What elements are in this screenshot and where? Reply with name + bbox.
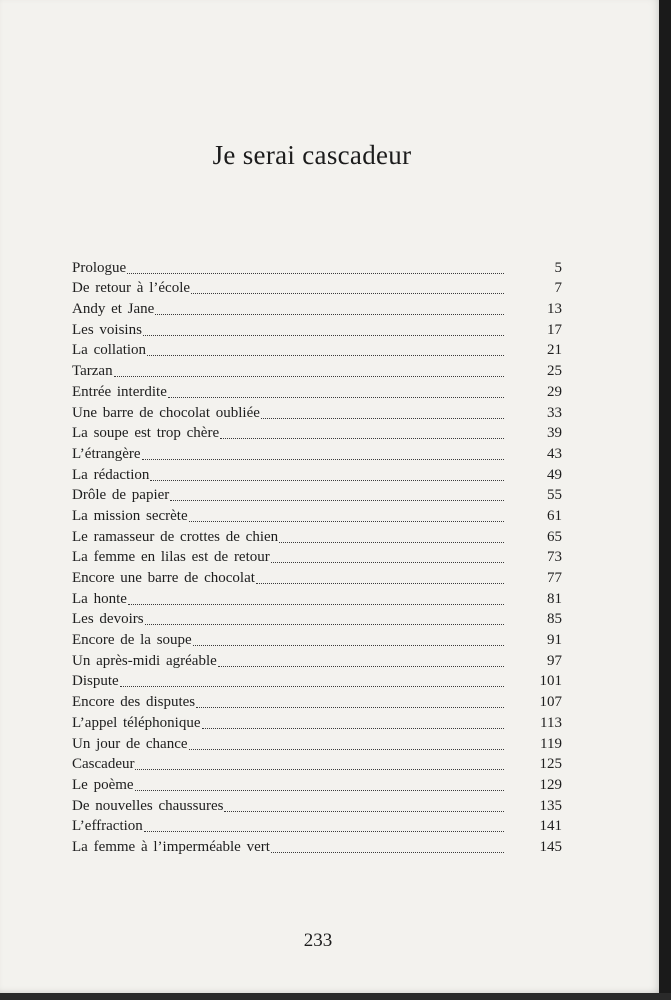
toc-entry	[72, 794, 562, 815]
toc-entry	[72, 297, 562, 318]
toc-entry-title: L’effraction	[72, 818, 143, 835]
toc-entry-page: 13	[547, 301, 562, 318]
toc-entry	[72, 359, 562, 380]
toc-entry	[72, 732, 562, 753]
dot-leader	[150, 470, 504, 481]
toc-entry-title: Le ramasseur de crottes de chien	[72, 528, 279, 545]
toc-entry-title: Les devoirs	[72, 611, 144, 628]
dot-leader	[170, 490, 504, 501]
toc-entry-page: 7	[554, 280, 562, 297]
toc-entry-page: 101	[539, 673, 562, 690]
dot-leader	[143, 325, 504, 336]
toc-entry-page: 135	[539, 797, 562, 814]
toc-entry	[72, 422, 562, 443]
toc-entry	[72, 835, 562, 856]
dot-leader	[155, 304, 504, 315]
toc-entry	[72, 773, 562, 794]
dot-leader	[279, 532, 504, 543]
toc-entry-title: La collation	[72, 342, 147, 359]
toc-entry-title: Un jour de chance	[72, 735, 188, 752]
toc-entry-page: 55	[547, 487, 562, 504]
toc-entry-title: La rédaction	[72, 466, 150, 483]
toc-entry-page: 77	[547, 570, 562, 586]
toc-entry-page: 49	[547, 466, 562, 483]
toc-entry-title: Encore une barre de chocolat	[72, 570, 255, 586]
toc-entry-title: La mission secrète	[72, 507, 188, 524]
toc-entry-page: 61	[547, 507, 562, 524]
toc-entry	[72, 277, 562, 298]
toc-entry-page: 81	[547, 590, 562, 607]
toc-entry-page: 25	[547, 363, 562, 380]
toc-entry	[72, 318, 562, 339]
dot-leader	[191, 283, 504, 294]
dot-leader	[127, 263, 504, 274]
toc-entry-title: L’étrangère	[72, 445, 141, 462]
toc-entry	[72, 815, 562, 836]
toc-entry-page: 125	[539, 756, 562, 773]
toc-entry-page: 5	[554, 259, 562, 276]
dot-leader	[142, 449, 504, 460]
toc-entry-page: 65	[547, 528, 562, 545]
toc-entry-title: De nouvelles chaussures	[72, 797, 224, 814]
toc-entry-title: Une barre de chocolat oubliée	[72, 404, 260, 421]
dot-leader	[218, 656, 504, 667]
toc-entry-page: 129	[539, 776, 562, 793]
toc-entry-page: 39	[547, 425, 562, 442]
toc-entry-page: 113	[540, 714, 562, 731]
page-edge-bottom	[0, 993, 671, 1000]
toc-entry-title: Cascadeur	[72, 756, 135, 773]
toc-entry	[72, 504, 562, 525]
toc-entry-page: 17	[547, 321, 562, 338]
toc-entry-title: Entrée interdite	[72, 383, 167, 400]
dot-leader	[271, 842, 504, 853]
toc-entry-title: Les voisins	[72, 321, 142, 338]
page-edge-right	[659, 0, 671, 1000]
toc-entry-title: Dispute	[72, 673, 119, 690]
toc-entry-title: Drôle de papier	[72, 487, 170, 504]
toc-entry	[72, 628, 562, 649]
toc-entry-page: 141	[539, 818, 562, 835]
toc-entry-title: Andy et Jane	[72, 301, 155, 318]
toc-entry-page: 73	[547, 549, 562, 566]
toc-entry-page: 119	[540, 735, 562, 752]
toc-entry	[72, 608, 562, 629]
toc-entry	[72, 711, 562, 732]
page-number: 233	[303, 930, 333, 951]
toc-entry	[72, 587, 562, 608]
toc-entry	[72, 649, 562, 670]
toc-entry	[72, 566, 562, 587]
toc-entry	[72, 546, 562, 567]
dot-leader	[189, 739, 504, 750]
toc-entry-title: La femme en lilas est de retour	[72, 549, 270, 566]
dot-leader	[168, 387, 504, 398]
toc-entry-title: Le poème	[72, 776, 134, 793]
toc-entry-title: Un après-midi agréable	[72, 652, 217, 669]
toc-entry-page: 91	[547, 632, 562, 649]
toc-entry-title: La soupe est trop chère	[72, 425, 220, 442]
dot-leader	[144, 821, 504, 832]
toc-entry-page: 29	[547, 383, 562, 400]
dot-leader	[196, 697, 504, 708]
toc-entry	[72, 690, 562, 711]
toc-entry-title: Prologue	[72, 259, 127, 276]
toc-entry-page: 85	[547, 611, 562, 628]
toc-entry-page: 33	[547, 404, 562, 421]
toc-entry-page: 145	[539, 838, 562, 855]
table-of-contents	[72, 256, 562, 856]
dot-leader	[147, 345, 504, 356]
toc-entry	[72, 380, 562, 401]
toc-entry	[72, 339, 562, 360]
dot-leader	[135, 780, 504, 791]
dot-leader	[220, 428, 504, 439]
toc-entry-title: La honte	[72, 590, 127, 607]
toc-entry-page: 97	[547, 652, 562, 669]
toc-entry-title: Encore des disputes	[72, 694, 196, 711]
toc-entry-page: 107	[539, 694, 562, 711]
toc-entry	[72, 463, 562, 484]
page-title: Je serai cascadeur	[212, 140, 412, 170]
dot-leader	[128, 594, 504, 605]
toc-entry	[72, 753, 562, 774]
toc-entry-page: 21	[547, 342, 562, 359]
dot-leader	[271, 552, 504, 563]
toc-entry	[72, 256, 562, 277]
dot-leader	[114, 366, 504, 377]
toc-entry-title: Encore de la soupe	[72, 632, 192, 649]
dot-leader	[202, 718, 505, 729]
dot-leader	[120, 676, 504, 687]
toc-entry-title: L’appel téléphonique	[72, 714, 201, 731]
toc-entry-title: Tarzan	[72, 363, 113, 380]
toc-entry	[72, 442, 562, 463]
toc-entry	[72, 525, 562, 546]
dot-leader	[135, 759, 504, 770]
toc-entry-title: De retour à l’école	[72, 280, 191, 297]
dot-leader	[256, 573, 504, 584]
dot-leader	[145, 614, 504, 625]
toc-entry-title: La femme à l’imperméable vert	[72, 838, 270, 855]
dot-leader	[189, 511, 504, 522]
toc-entry	[72, 670, 562, 691]
dot-leader	[261, 408, 504, 419]
dot-leader	[224, 801, 504, 812]
toc-entry	[72, 401, 562, 422]
toc-entry	[72, 484, 562, 505]
toc-entry-page: 43	[547, 445, 562, 462]
dot-leader	[193, 635, 504, 646]
